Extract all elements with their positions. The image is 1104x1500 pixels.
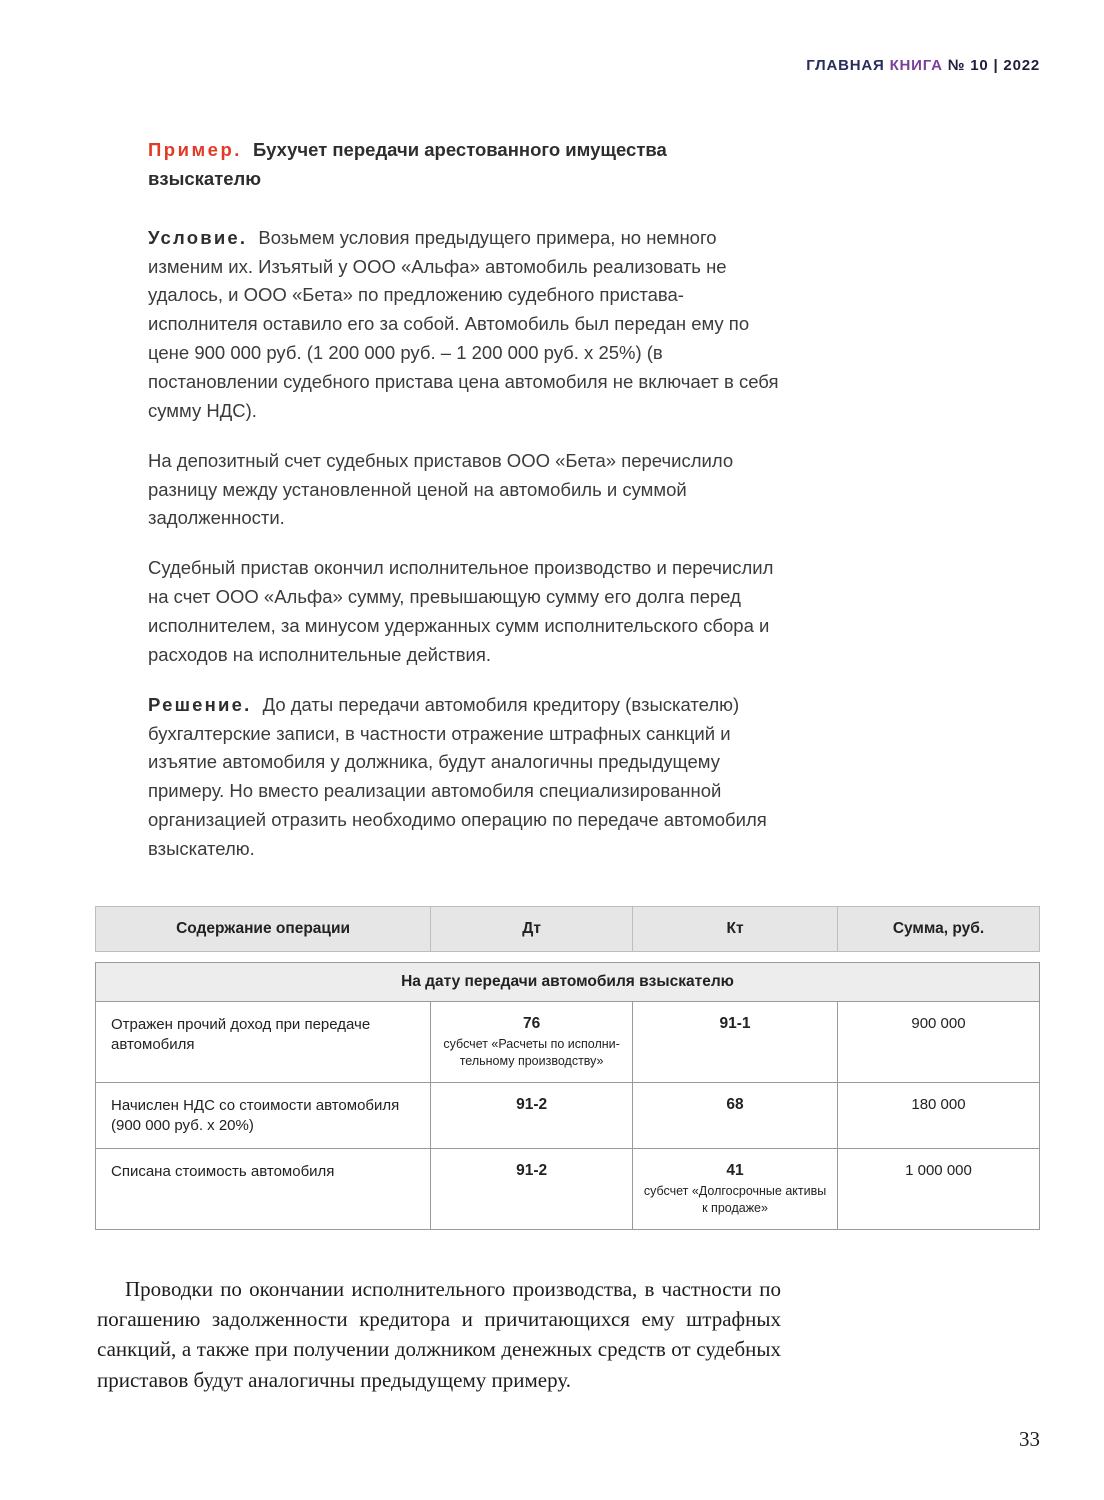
- solution-label: Решение.: [148, 693, 252, 715]
- row-dt: [431, 1001, 633, 1082]
- closing-paragraph: Проводки по окончании исполнительного производства, в частности по погашению задолженности кредитора и причитающихся ему штрафных санкций, а также при получении должником денежных средств от судебных приставов будут аналогичны предыдущему примеру.: [97, 1276, 781, 1392]
- solution-text: До даты передачи автомобиля кредитору (взыскателю) бухгалтерские записи, в частности отражение штрафных санкций и изъятие автомобиля у должника, будут аналогичны предыдущему примеру. Но вместо реализации автомобиля специализированной организацией отразить необходимо операцию по передаче автомобиля взыскателю.: [148, 693, 767, 860]
- issue-number: № 10 | 2022: [947, 57, 1040, 74]
- row-operation: Списана стоимость автомобиля: [96, 1149, 431, 1230]
- row-sum: 180 000: [837, 1082, 1039, 1149]
- row-dt: [431, 1082, 633, 1149]
- column-header-operation: Содержание операции: [96, 906, 431, 951]
- row-sum: 900 000: [837, 1001, 1039, 1082]
- condition-paragraph-2: На депозитный счет судебных приставов ООО «Бета» перечислило разницу между установленной ценой на автомобиль и суммой задолженности.: [148, 449, 734, 529]
- table-section-row: [96, 962, 1040, 1001]
- kt-account: 91-1: [719, 1014, 751, 1032]
- row-dt: [431, 1149, 633, 1230]
- condition-paragraph-3: Судебный пристав окончил исполнительное производство и перечислил на счет ООО «Альфа» сумму, превышающую сумму его долга перед исполнителем, за минусом удержанных сумм исполнительского сбора и расходов на исполнительные действия.: [148, 557, 774, 665]
- example-title-text: Бухучет передачи арестованного имущества взыскателю: [148, 139, 667, 189]
- accounting-entries-table: [95, 906, 1040, 1230]
- dt-account: 76: [522, 1014, 541, 1032]
- table-header-row: [95, 906, 1040, 952]
- table-body: [95, 962, 1040, 1230]
- condition-text-1: Возьмем условия предыдущего примера, но немного изменим их. Изъятый у ООО «Альфа» автомобиль реализовать не удалось, и ООО «Бета» по предложению судебного пристава-исполнителя оставило его за собой. Автомобиль был передан ему по цене 900 000 руб. (1 200 000 руб. – 1 200 000 руб. х 25%) (в постановлении судебного пристава цена автомобиля не включает в себя сумму НДС).: [148, 226, 779, 421]
- row-sum: 1 000 000: [837, 1149, 1039, 1230]
- page-header: [0, 0, 1104, 74]
- row-kt: [633, 1001, 838, 1082]
- example-label: Пример.: [148, 139, 242, 160]
- dt-note: субсчет «Расчеты по исполнительному производству»: [443, 1036, 620, 1068]
- table-row: [96, 1149, 1040, 1230]
- kt-note: субсчет «Долгосрочные активы к продаже»: [643, 1184, 827, 1216]
- dt-account: 91-2: [516, 1162, 548, 1180]
- row-kt: [633, 1149, 838, 1230]
- magazine-brand-accent: КНИГА: [889, 57, 943, 74]
- solution-paragraph: [148, 691, 780, 864]
- example-title: [148, 136, 780, 194]
- table-gap: [95, 952, 1040, 962]
- column-header-kt: Кт: [633, 906, 838, 951]
- condition-paragraph-1: [148, 224, 780, 426]
- example-section: [148, 136, 780, 864]
- kt-account: 41: [726, 1162, 744, 1180]
- table-section-header: На дату передачи автомобиля взыскателю: [96, 962, 1040, 1001]
- column-header-sum: Сумма, руб.: [837, 906, 1039, 951]
- row-operation: Начислен НДС со стоимости автомобиля (900 000 руб. х 20%): [96, 1082, 431, 1149]
- kt-account: 68: [726, 1095, 744, 1113]
- condition-label: Условие.: [148, 226, 248, 248]
- row-operation: Отражен прочий доход при передаче автомобиля: [96, 1001, 431, 1082]
- dt-account: 91-2: [516, 1095, 548, 1113]
- row-kt: [633, 1082, 838, 1149]
- column-header-dt: Дт: [431, 906, 633, 951]
- magazine-brand-main: ГЛАВНАЯ: [806, 57, 885, 74]
- table-row: [96, 1082, 1040, 1149]
- page-number: 33: [1019, 1427, 1040, 1451]
- table-row: [96, 1001, 1040, 1082]
